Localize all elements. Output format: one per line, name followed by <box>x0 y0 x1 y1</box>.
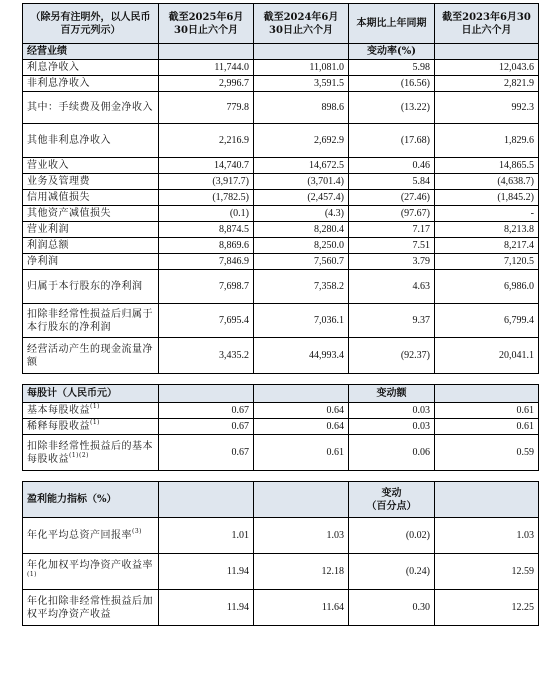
value-2023: 8,217.4 <box>435 238 539 254</box>
value-2025: 11.94 <box>159 554 254 590</box>
value-2025: 11,744.0 <box>159 60 254 76</box>
value-2025: 7,846.9 <box>159 254 254 270</box>
table-row <box>23 435 539 471</box>
value-change: (13.22) <box>349 92 435 124</box>
row-label: 非利息净收入 <box>23 76 159 92</box>
table-row <box>23 590 539 626</box>
row-label: 其中：手续费及佣金净收入 <box>23 92 159 124</box>
value-2024: 1.03 <box>254 518 349 554</box>
row-label: 利润总额 <box>23 238 159 254</box>
value-2025: 11.94 <box>159 590 254 626</box>
change-rate-label: 变动率(%) <box>349 44 435 60</box>
table-row <box>23 206 539 222</box>
value-2025: 2,216.9 <box>159 124 254 158</box>
section-header-per-share <box>23 385 539 403</box>
row-label: 利息净收入 <box>23 60 159 76</box>
value-change: (17.68) <box>349 124 435 158</box>
table-row <box>23 158 539 174</box>
value-2024: 44,993.4 <box>254 338 349 374</box>
value-change: (0.02) <box>349 518 435 554</box>
value-2025: 3,435.2 <box>159 338 254 374</box>
value-change: 0.06 <box>349 435 435 471</box>
value-2024: 0.64 <box>254 419 349 435</box>
value-2025: 779.8 <box>159 92 254 124</box>
header-col-change: 本期比上年同期 <box>349 4 435 44</box>
section-header-profitability <box>23 482 539 518</box>
row-label: 经营活动产生的现金流量净额 <box>23 338 159 374</box>
value-2024: (2,457.4) <box>254 190 349 206</box>
table-row <box>23 60 539 76</box>
row-label: 年化平均总资产回报率$^{(3)}$ <box>23 518 159 554</box>
value-2025: 0.67 <box>159 403 254 419</box>
value-2023: 12.25 <box>435 590 539 626</box>
value-2023: - <box>435 206 539 222</box>
row-label: 净利润 <box>23 254 159 270</box>
value-change: 0.03 <box>349 403 435 419</box>
row-label: 其他资产减值损失 <box>23 206 159 222</box>
value-2023: 14,865.5 <box>435 158 539 174</box>
table-row <box>23 92 539 124</box>
value-2024: 14,672.5 <box>254 158 349 174</box>
value-2024: 8,280.4 <box>254 222 349 238</box>
value-change: (0.24) <box>349 554 435 590</box>
value-2025: 7,695.4 <box>159 304 254 338</box>
value-2025: 1.01 <box>159 518 254 554</box>
value-2023: (4,638.7) <box>435 174 539 190</box>
header-col-description: （除另有注明外，以人民币百万元列示） <box>23 4 159 44</box>
value-change: (97.67) <box>349 206 435 222</box>
value-2024: 7,358.2 <box>254 270 349 304</box>
value-2025: 14,740.7 <box>159 158 254 174</box>
change-amount-label: 变动额 <box>349 385 435 403</box>
value-2023: 12,043.6 <box>435 60 539 76</box>
table-row <box>23 222 539 238</box>
change-points-label: 变动 （百分点） <box>349 482 435 518</box>
value-2024: 7,036.1 <box>254 304 349 338</box>
footnote-ref: (1) <box>90 419 100 426</box>
value-change: 0.30 <box>349 590 435 626</box>
value-2023: 6,799.4 <box>435 304 539 338</box>
value-change: (16.56) <box>349 76 435 92</box>
row-label: 年化扣除非经常性损益后加权平均净资产收益 <box>23 590 159 626</box>
header-col-2024: 截至2024年6月30日止六个月 <box>254 4 349 44</box>
financial-summary-table <box>22 3 539 626</box>
section-spacer <box>23 471 539 482</box>
value-2025: 8,869.6 <box>159 238 254 254</box>
section-spacer <box>23 374 539 385</box>
value-2023: 992.3 <box>435 92 539 124</box>
value-2023: 7,120.5 <box>435 254 539 270</box>
value-2024: 3,591.5 <box>254 76 349 92</box>
footnote-ref: (1) <box>90 403 100 410</box>
value-2023: 0.59 <box>435 435 539 471</box>
value-2024: 2,692.9 <box>254 124 349 158</box>
value-2023: 12.59 <box>435 554 539 590</box>
table-row <box>23 76 539 92</box>
row-label: 归属于本行股东的净利润 <box>23 270 159 304</box>
row-label: 营业利润 <box>23 222 159 238</box>
row-label: 扣除非经常性损益后的基本每股收益$^{(1)(2)}$ <box>23 435 159 471</box>
row-label: 基本每股收益$^{(1)}$ <box>23 403 159 419</box>
footnote-ref: (1) <box>27 570 37 578</box>
value-change: 7.17 <box>349 222 435 238</box>
row-label: 业务及管理费 <box>23 174 159 190</box>
table-row <box>23 554 539 590</box>
value-change: 5.98 <box>349 60 435 76</box>
section-title: 经营业绩 <box>23 44 159 60</box>
row-label: 营业收入 <box>23 158 159 174</box>
value-2025: 8,874.5 <box>159 222 254 238</box>
value-2025: 0.67 <box>159 419 254 435</box>
table-row <box>23 190 539 206</box>
value-2024: 898.6 <box>254 92 349 124</box>
value-change: 0.03 <box>349 419 435 435</box>
row-label: 扣除非经常性损益后归属于本行股东的净利润 <box>23 304 159 338</box>
value-change: 5.84 <box>349 174 435 190</box>
value-2025: 0.67 <box>159 435 254 471</box>
value-2023: 0.61 <box>435 403 539 419</box>
value-2024: 12.18 <box>254 554 349 590</box>
value-change: 3.79 <box>349 254 435 270</box>
value-2024: 0.61 <box>254 435 349 471</box>
value-2023: 8,213.8 <box>435 222 539 238</box>
value-2024: 0.64 <box>254 403 349 419</box>
table-row <box>23 254 539 270</box>
table-row <box>23 304 539 338</box>
value-2023: 6,986.0 <box>435 270 539 304</box>
header-col-2025: 截至2025年6月30日止六个月 <box>159 4 254 44</box>
value-2024: 7,560.7 <box>254 254 349 270</box>
value-2024: (3,701.4) <box>254 174 349 190</box>
table-row <box>23 518 539 554</box>
value-2025: (3,917.7) <box>159 174 254 190</box>
table-row <box>23 174 539 190</box>
value-2023: (1,845.2) <box>435 190 539 206</box>
value-2025: (0.1) <box>159 206 254 222</box>
footnote-ref: (3) <box>132 528 142 535</box>
table-row <box>23 238 539 254</box>
section-title: 每股计（人民币元） <box>23 385 159 403</box>
value-2024: 11.64 <box>254 590 349 626</box>
value-change: 9.37 <box>349 304 435 338</box>
row-label: 信用减值损失 <box>23 190 159 206</box>
table-row <box>23 338 539 374</box>
value-change: (92.37) <box>349 338 435 374</box>
row-label: 其他非利息净收入 <box>23 124 159 158</box>
section-title: 盈利能力指标（%） <box>23 482 159 518</box>
value-2024: 11,081.0 <box>254 60 349 76</box>
value-2025: 2,996.7 <box>159 76 254 92</box>
row-label: 稀释每股收益$^{(1)}$ <box>23 419 159 435</box>
value-change: 7.51 <box>349 238 435 254</box>
value-2024: 8,250.0 <box>254 238 349 254</box>
value-change: 4.63 <box>349 270 435 304</box>
value-change: 0.46 <box>349 158 435 174</box>
value-2023: 1.03 <box>435 518 539 554</box>
section-header-operating <box>23 44 539 60</box>
footnote-ref: (1)(2) <box>69 451 89 459</box>
table-row <box>23 419 539 435</box>
row-label: 年化加权平均净资产收益率$^{(1)}$ <box>23 554 159 590</box>
table-row <box>23 403 539 419</box>
header-row <box>23 4 539 44</box>
value-2023: 2,821.9 <box>435 76 539 92</box>
value-2023: 0.61 <box>435 419 539 435</box>
value-change: (27.46) <box>349 190 435 206</box>
table-row <box>23 124 539 158</box>
header-col-2023: 截至2023年6月30日止六个月 <box>435 4 539 44</box>
table-row <box>23 270 539 304</box>
value-2024: (4.3) <box>254 206 349 222</box>
value-2025: 7,698.7 <box>159 270 254 304</box>
value-2025: (1,782.5) <box>159 190 254 206</box>
value-2023: 20,041.1 <box>435 338 539 374</box>
value-2023: 1,829.6 <box>435 124 539 158</box>
